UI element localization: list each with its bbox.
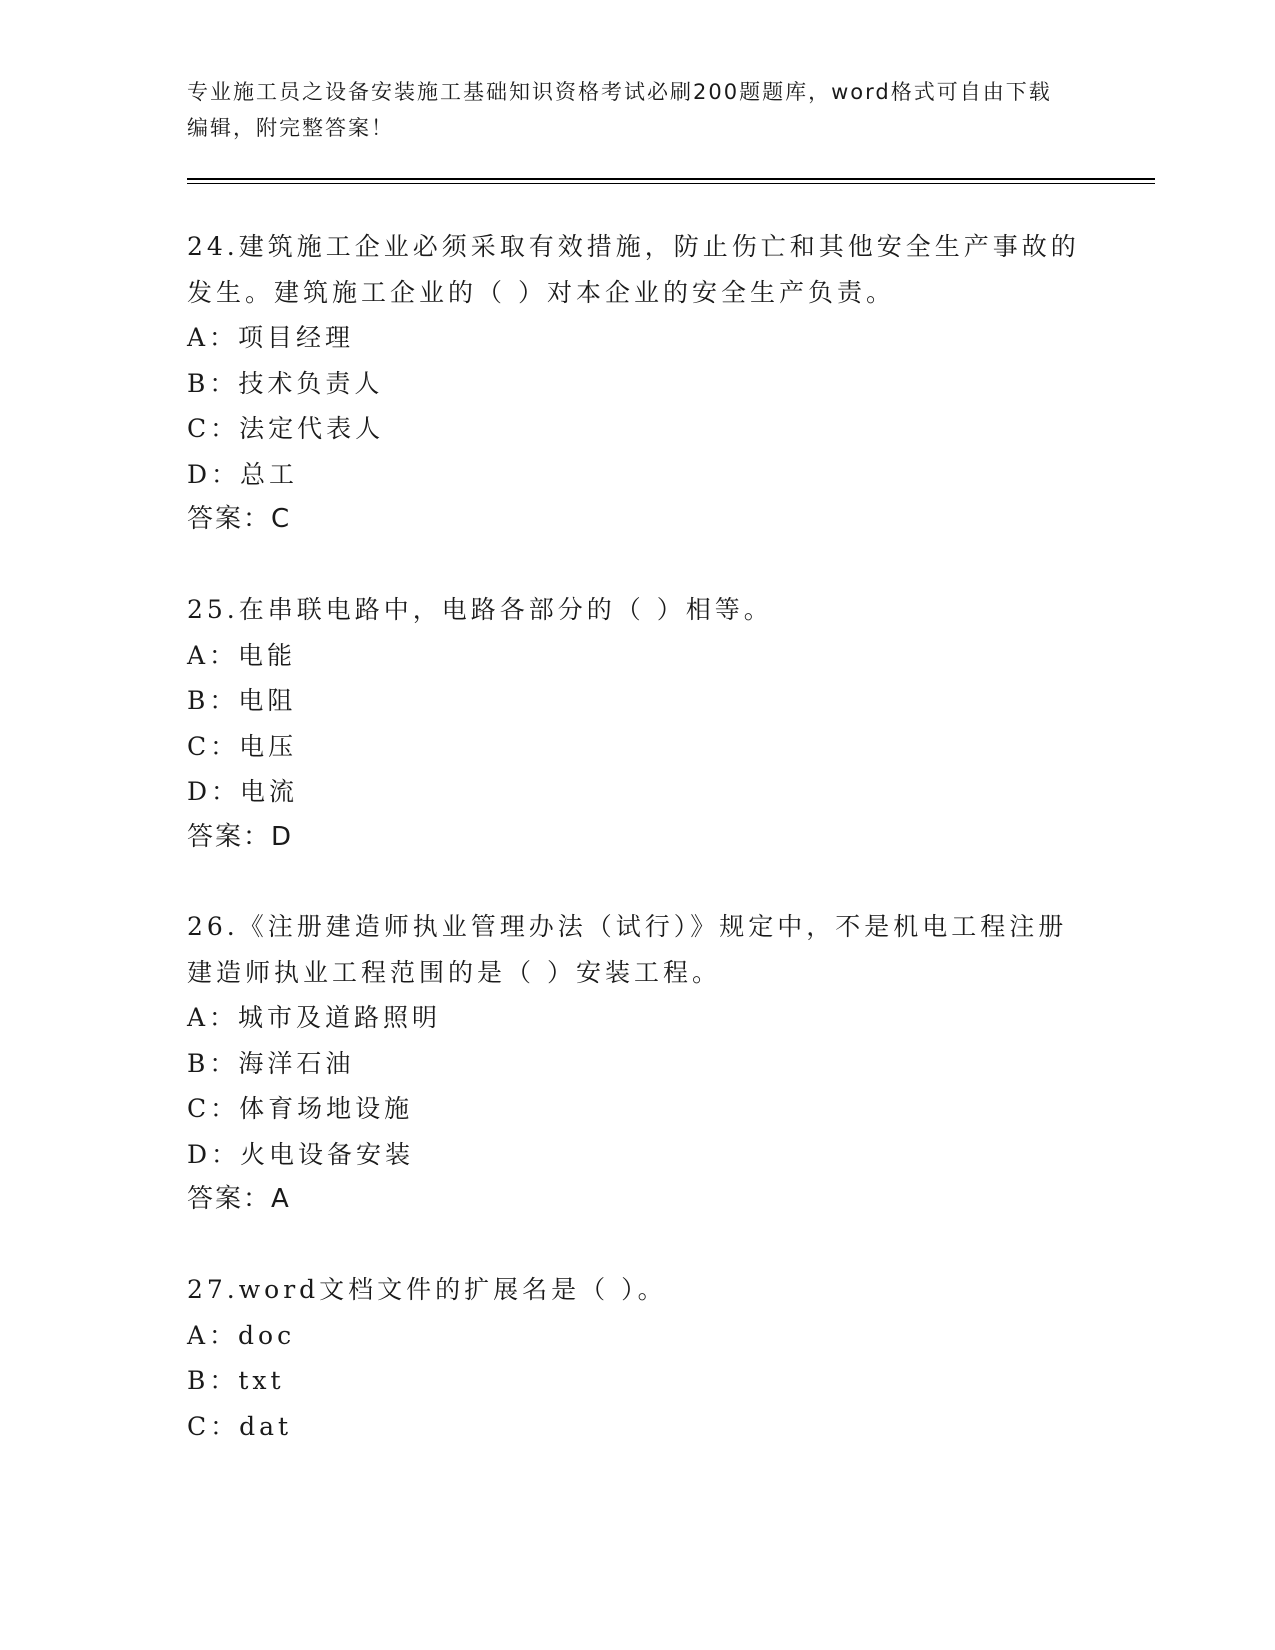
- option-a: A：doc: [187, 1320, 296, 1350]
- question-26: [187, 904, 1087, 1223]
- option-a: A：电能: [187, 640, 297, 670]
- option-c: C：法定代表人: [187, 414, 385, 443]
- header-divider-thin: [187, 183, 1155, 184]
- option-b: B：txt: [187, 1366, 285, 1395]
- option-d: D：总工: [187, 459, 299, 489]
- option-c: C：电压: [187, 731, 298, 761]
- answer: 答案：C: [187, 504, 292, 534]
- answer: 答案：A: [187, 1184, 291, 1214]
- question-25: [187, 587, 1087, 860]
- question-27: [187, 1267, 1087, 1449]
- answer: 答案：D: [187, 821, 294, 852]
- question-text: 24.建筑施工企业必须采取有效措施，防止伤亡和其他安全生产事故的发生。建筑施工企业的（ ）对本企业的安全生产负责。: [187, 232, 1080, 307]
- question-text: 25.在串联电路中，电路各部分的（ ）相等。: [187, 595, 773, 624]
- option-b: B：电阻: [187, 686, 297, 715]
- question-24: [187, 224, 1087, 543]
- option-b: B：海洋石油: [187, 1048, 355, 1078]
- question-text: 26.《注册建造师执业管理办法（试行）》规定中，不是机电工程注册建造师执业工程范围的是（ ）安装工程。: [187, 912, 1068, 987]
- option-a: A：项目经理: [187, 323, 355, 352]
- document-header: 专业施工员之设备安装施工基础知识资格考试必刷200题题库，word格式可自由下载编辑，附完整答案！: [187, 80, 1052, 140]
- header-divider-thick: [187, 178, 1155, 180]
- question-text: 27.word文档文件的扩展名是（ ）。: [187, 1275, 667, 1304]
- option-c: C：dat: [187, 1411, 293, 1441]
- option-b: B：技术负责人: [187, 368, 384, 398]
- option-c: C：体育场地设施: [187, 1094, 414, 1123]
- option-a: A：城市及道路照明: [187, 1003, 442, 1032]
- option-d: D：火电设备安装: [187, 1139, 415, 1169]
- option-d: D：电流: [187, 777, 299, 806]
